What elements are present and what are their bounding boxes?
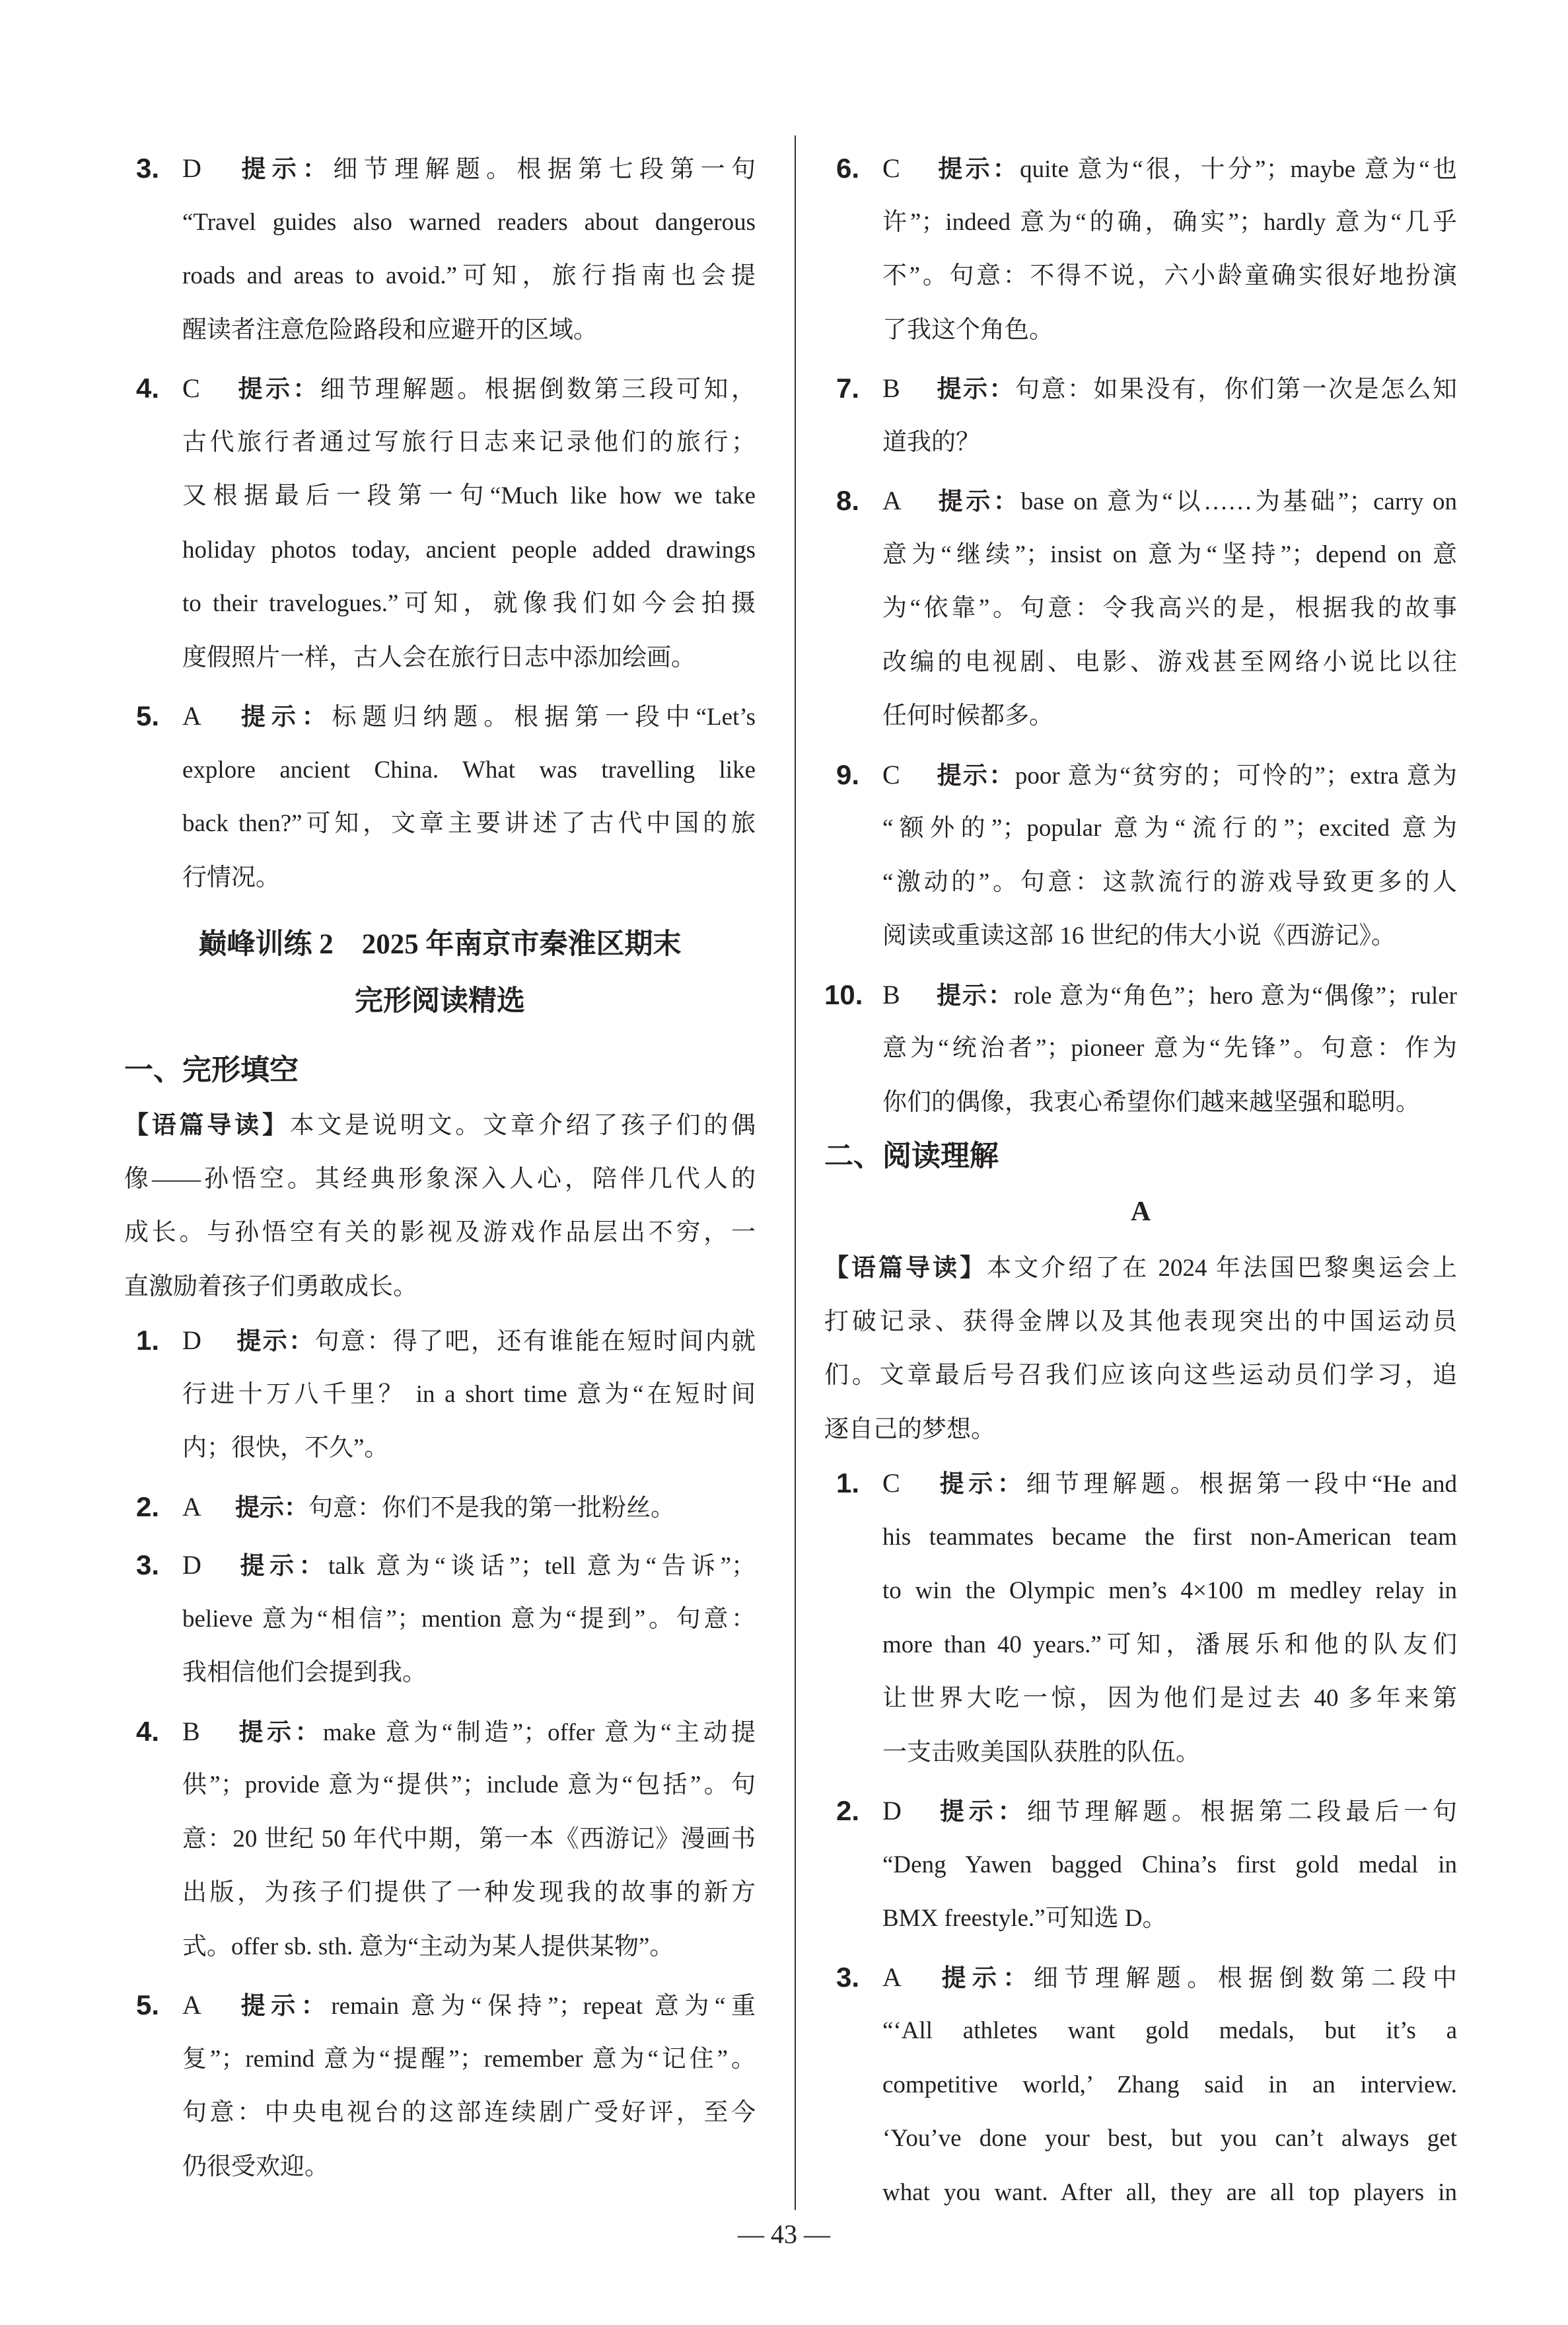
explanation-line bbox=[182, 797, 756, 851]
explanation-line bbox=[182, 577, 756, 631]
explanation-text: make 意为“制造”；offer 意为“主动提 bbox=[322, 1718, 756, 1746]
explanation-text: 了我这个角色。 bbox=[882, 316, 1053, 344]
answer-letter: C bbox=[182, 373, 200, 403]
question-number: 5. bbox=[136, 1989, 160, 2020]
explanation-text: 句意：你们不是我的第一批粉丝。 bbox=[308, 1494, 675, 1522]
answer-item bbox=[124, 1978, 756, 2194]
explanation-line bbox=[882, 1564, 1457, 1618]
explanation-line bbox=[182, 631, 756, 685]
explanation-text: 不”。句意：不得不说，六小龄童确实很好地扮演 bbox=[882, 262, 1457, 289]
explanation-line bbox=[882, 1784, 1457, 1838]
answer-item bbox=[124, 1313, 756, 1475]
question-number: 1. bbox=[136, 1325, 160, 1356]
explanation-line bbox=[882, 581, 1457, 636]
explanation-line bbox=[882, 1076, 1457, 1130]
explanation-text: 标题归纳题。根据第一段中“Let’s bbox=[332, 704, 756, 731]
explanation-text: 古代旅行者通过写旅行日志来记录他们的旅行； bbox=[182, 428, 756, 456]
explanation-line bbox=[182, 689, 756, 743]
hint-label: 提示： bbox=[935, 1798, 1027, 1825]
answer-item bbox=[824, 968, 1457, 1130]
question-number: 5. bbox=[136, 700, 160, 731]
explanation-line bbox=[882, 2058, 1457, 2112]
answer-letter: A bbox=[182, 1491, 201, 1522]
explanation-line bbox=[182, 851, 756, 905]
explanation-text: competitive world,’ Zhang said in an interview. bbox=[882, 2071, 1457, 2098]
explanation-line bbox=[182, 1758, 756, 1812]
hint-label: 提示： bbox=[235, 1493, 308, 1521]
question-number: 4. bbox=[136, 1715, 160, 1747]
explanation-line bbox=[882, 2166, 1457, 2220]
guide-line bbox=[824, 1403, 1457, 1457]
explanation-line bbox=[882, 303, 1457, 357]
explanation-text: 句意：如果没有，你们第一次是怎么知 bbox=[1015, 376, 1457, 403]
explanation-line bbox=[182, 743, 756, 797]
explanation-line bbox=[882, 636, 1457, 690]
explanation-line bbox=[182, 1538, 756, 1592]
explanation-line bbox=[182, 1920, 756, 1974]
explanation-text: 道我的？ bbox=[882, 428, 980, 456]
right-column bbox=[824, 141, 1457, 2219]
guide-label: 【语篇导读】 bbox=[824, 1254, 987, 1281]
explanation-text: “Deng Yawen bagged China’s first gold medal in bbox=[882, 1851, 1457, 1878]
explanation-line bbox=[882, 2004, 1457, 2058]
answer-item bbox=[824, 1784, 1457, 1946]
hint-label: 提示： bbox=[235, 1718, 323, 1746]
left-column bbox=[124, 141, 756, 2194]
explanation-text: 许”；indeed 意为“的确，确实”；hardly 意为“几乎 bbox=[882, 208, 1457, 236]
answer-item bbox=[824, 1950, 1457, 2220]
explanation-line bbox=[882, 141, 1457, 196]
question-number: 2. bbox=[136, 1491, 160, 1522]
explanation-text: ‘You’ve done your best, but you can’t always get bbox=[882, 2125, 1457, 2152]
hint-label: 提示： bbox=[935, 375, 1015, 402]
explanation-text: 出版，为孩子们提供了一种发现我的故事的新方 bbox=[182, 1879, 756, 1906]
answer-letter: A bbox=[882, 486, 902, 515]
explanation-text: 句意：得了吧，还有谁能在短时间内就 bbox=[314, 1328, 756, 1355]
question-number: 3. bbox=[136, 1549, 160, 1580]
explanation-text: what you want. After all, they are all top players in bbox=[882, 2178, 1457, 2206]
explanation-line bbox=[882, 856, 1457, 910]
explanation-line bbox=[182, 2140, 756, 2194]
answer-letter: D bbox=[882, 1796, 902, 1826]
section-heading-reading: 二、阅读理解 bbox=[824, 1140, 999, 1172]
explanation-text: 句意：中央电视台的这部连续剧广受好评，至今 bbox=[182, 2099, 756, 2126]
answer-item bbox=[124, 141, 756, 357]
guide-line bbox=[824, 1348, 1457, 1403]
answer-item bbox=[824, 361, 1457, 469]
explanation-text: 细节理解题。根据第二段最后一句 bbox=[1026, 1798, 1458, 1826]
answer-letter: D bbox=[182, 153, 201, 183]
explanation-line bbox=[882, 474, 1457, 528]
guide-text: 成长。与孙悟空有关的影视及游戏作品层出不穷，一 bbox=[124, 1219, 756, 1246]
explanation-line bbox=[182, 1866, 756, 1920]
answer-letter: B bbox=[882, 373, 900, 403]
explanation-line bbox=[182, 141, 756, 196]
answer-item bbox=[824, 748, 1457, 963]
question-number: 9. bbox=[836, 758, 860, 790]
explanation-line bbox=[182, 1812, 756, 1866]
guide-label: 【语篇导读】 bbox=[124, 1111, 290, 1138]
explanation-line bbox=[182, 1421, 756, 1475]
hint-label: 提示： bbox=[235, 375, 320, 402]
explanation-text: “Travel guides also warned readers about dangerous bbox=[182, 208, 756, 236]
explanation-text: 醒读者注意危险路段和应避开的区域。 bbox=[182, 316, 598, 344]
explanation-text: 复”；remind 意为“提醒”；remember 意为“记住”。 bbox=[182, 2045, 756, 2073]
explanation-text: quite 意为“很，十分”；maybe 意为“也 bbox=[1020, 156, 1457, 183]
explanation-text: 你们的偶像，我衷心希望你们越来越坚强和聪明。 bbox=[882, 1088, 1420, 1116]
guide-text: 直激励着孩子们勇敢成长。 bbox=[124, 1273, 417, 1300]
passage-guide bbox=[824, 1241, 1457, 1456]
explanation-text: more than 40 years.”可知，潘展乐和他的队友们 bbox=[882, 1631, 1457, 1658]
explanation-text: 又根据最后一段第一句“Much like how we take bbox=[182, 482, 756, 509]
guide-text: 们。文章最后号召我们应该向这些运动员们学习，追 bbox=[824, 1362, 1457, 1389]
explanation-line bbox=[882, 801, 1457, 856]
explanation-line bbox=[182, 1705, 756, 1759]
explanation-text: BMX freestyle.”可知选 D。 bbox=[882, 1905, 1167, 1932]
explanation-line bbox=[182, 523, 756, 577]
answer-item bbox=[124, 1705, 756, 1974]
explanation-line bbox=[882, 968, 1457, 1022]
answer-letter: C bbox=[882, 759, 900, 790]
hint-label: 提示： bbox=[935, 761, 1015, 789]
hint-label: 提示： bbox=[935, 1470, 1026, 1497]
explanation-line bbox=[882, 748, 1457, 802]
explanation-text: 意：20 世纪 50 年代中期，第一本《西游记》漫画书 bbox=[182, 1825, 756, 1853]
guide-line bbox=[124, 1260, 756, 1314]
explanation-text: role 意为“角色”；hero 意为“偶像”；ruler bbox=[1013, 982, 1457, 1010]
hint-label: 提示： bbox=[935, 155, 1020, 182]
section-title-line-1: 巅峰训练 2 2025 年南京市秦淮区期末 bbox=[198, 929, 682, 960]
explanation-text: 一支击败美国队获胜的队伍。 bbox=[882, 1738, 1200, 1766]
explanation-text: poor 意为“贫穷的；可怜的”；extra 意为 bbox=[1015, 762, 1457, 790]
section-heading-cloze: 一、完形填空 bbox=[124, 1054, 299, 1086]
explanation-text: talk 意为“谈话”；tell 意为“告诉”； bbox=[328, 1553, 756, 1580]
explanation-text: 细节理解题。根据倒数第三段可知， bbox=[320, 376, 756, 403]
explanation-text: to their travelogues.”可知，就像我们如今会拍摄 bbox=[182, 590, 756, 617]
answer-letter: C bbox=[882, 1468, 900, 1498]
explanation-text: to win the Olympic men’s 4×100 m medley relay in bbox=[882, 1577, 1457, 1604]
explanation-text: 行进十万八千里？ in a short time 意为“在短时间 bbox=[182, 1380, 756, 1408]
explanation-line bbox=[182, 1368, 756, 1422]
explanation-text: “额外的”；popular 意为“流行的”；excited 意为 bbox=[882, 815, 1457, 842]
guide-line bbox=[824, 1295, 1457, 1349]
answer-item bbox=[824, 1456, 1457, 1779]
guide-text: 像——孙悟空。其经典形象深入人心，陪伴几代人的 bbox=[124, 1165, 756, 1193]
explanation-text: 式。offer sb. sth. 意为“主动为某人提供某物”。 bbox=[182, 1933, 674, 1960]
explanation-line bbox=[882, 1510, 1457, 1565]
question-number: 3. bbox=[136, 153, 160, 184]
section-title-line-2: 完形阅读精选 bbox=[355, 986, 525, 1017]
hint-label: 提示： bbox=[235, 1992, 332, 2019]
explanation-text: 行情况。 bbox=[182, 864, 280, 891]
hint-label: 提示： bbox=[235, 1327, 315, 1354]
explanation-line bbox=[882, 1726, 1457, 1780]
explanation-text: 细节理解题。根据倒数第二段中 bbox=[1033, 1964, 1458, 1992]
explanation-text: 任何时候都多。 bbox=[882, 702, 1053, 729]
question-number: 1. bbox=[836, 1467, 860, 1498]
answer-item bbox=[124, 1538, 756, 1700]
guide-text: 本文介绍了在 2024 年法国巴黎奥运会上 bbox=[987, 1255, 1458, 1282]
answer-item bbox=[824, 141, 1457, 357]
answer-letter: C bbox=[882, 153, 900, 183]
answer-item bbox=[824, 474, 1457, 743]
explanation-text: 为“依靠”。句意：令我高兴的是，根据我的故事 bbox=[882, 595, 1457, 622]
explanation-text: 让世界大吃一惊，因为他们是过去 40 多年来第 bbox=[882, 1685, 1457, 1712]
explanation-line bbox=[882, 1950, 1457, 2005]
answer-letter: B bbox=[882, 979, 900, 1010]
hint-label: 提示： bbox=[235, 703, 332, 730]
explanation-text: 内；很快，不久”。 bbox=[182, 1434, 389, 1461]
explanation-text: 改编的电视剧、电影、游戏甚至网络小说比以往 bbox=[882, 648, 1457, 676]
explanation-text: “‘All athletes want gold medals, but it’s a bbox=[882, 2017, 1457, 2044]
explanation-line bbox=[182, 416, 756, 470]
explanation-line bbox=[182, 361, 756, 416]
explanation-text: remain 意为“保持”；repeat 意为“重 bbox=[331, 1993, 756, 2020]
explanation-line bbox=[882, 249, 1457, 303]
answer-letter: B bbox=[182, 1716, 200, 1746]
guide-text: 本文是说明文。文章介绍了孩子们的偶 bbox=[289, 1112, 756, 1139]
answer-letter: D bbox=[182, 1550, 201, 1580]
question-number: 8. bbox=[836, 485, 860, 516]
explanation-line bbox=[882, 909, 1457, 963]
answer-item bbox=[124, 689, 756, 904]
hint-label: 提示： bbox=[235, 1552, 329, 1579]
question-number: 6. bbox=[836, 153, 860, 184]
answer-letter: A bbox=[882, 1962, 902, 1992]
question-number: 10. bbox=[824, 978, 863, 1010]
explanation-text: 仍很受欢迎。 bbox=[182, 2153, 329, 2180]
answer-item bbox=[124, 361, 756, 684]
question-number: 2. bbox=[836, 1795, 860, 1826]
explanation-text: 我相信他们会提到我。 bbox=[182, 1659, 427, 1686]
explanation-line bbox=[182, 2032, 756, 2086]
explanation-line bbox=[882, 1672, 1457, 1726]
answer-list-reading bbox=[824, 1456, 1457, 2219]
explanation-text: 度假照片一样，古人会在旅行日志中添加绘画。 bbox=[182, 644, 695, 671]
answer-list-cloze-cont bbox=[824, 141, 1457, 1129]
explanation-line bbox=[182, 303, 756, 357]
hint-label: 提示： bbox=[235, 155, 334, 182]
explanation-line bbox=[882, 196, 1457, 250]
answer-letter: A bbox=[182, 701, 201, 731]
guide-line bbox=[124, 1098, 756, 1152]
explanation-line bbox=[182, 1313, 756, 1368]
page-number: — 43 — bbox=[738, 2219, 830, 2249]
explanation-text: 意为“统治者”；pioneer 意为“先锋”。句意：作为 bbox=[882, 1035, 1457, 1062]
explanation-text: his teammates became the first non-American team bbox=[882, 1523, 1457, 1551]
explanation-line bbox=[882, 528, 1457, 582]
answer-letter: D bbox=[182, 1325, 201, 1355]
passage-label-a: A bbox=[1130, 1197, 1151, 1227]
guide-text: 逐自己的梦想。 bbox=[824, 1415, 995, 1443]
guide-line bbox=[124, 1206, 756, 1260]
explanation-line bbox=[182, 1592, 756, 1646]
guide-text: 打破记录、获得金牌以及其他表现突出的中国运动员 bbox=[824, 1308, 1457, 1335]
hint-label: 提示： bbox=[935, 981, 1014, 1009]
guide-line bbox=[824, 1241, 1457, 1295]
explanation-line bbox=[882, 1456, 1457, 1510]
explanation-line bbox=[882, 689, 1457, 743]
explanation-line bbox=[182, 1978, 756, 2032]
explanation-text: 供”；provide 意为“提供”；include 意为“包括”。句 bbox=[182, 1771, 756, 1798]
answer-item bbox=[124, 1480, 756, 1534]
explanation-text: base on 意为“以……为基础”；carry on bbox=[1020, 488, 1458, 515]
question-number: 7. bbox=[836, 373, 860, 404]
answer-letter: A bbox=[182, 1990, 201, 2020]
explanation-text: 细节理解题。根据第七段第一句 bbox=[333, 156, 756, 183]
explanation-line bbox=[882, 2112, 1457, 2166]
explanation-line bbox=[882, 1838, 1457, 1892]
explanation-line bbox=[182, 1646, 756, 1700]
explanation-text: “激动的”。句意：这款流行的游戏导致更多的人 bbox=[882, 868, 1457, 896]
explanation-text: holiday photos today, ancient people added drawings bbox=[182, 536, 756, 564]
explanation-text: roads and areas to avoid.”可知，旅行指南也会提 bbox=[182, 262, 756, 289]
explanation-line bbox=[182, 469, 756, 523]
question-number: 4. bbox=[136, 373, 160, 404]
explanation-line bbox=[882, 1021, 1457, 1076]
explanation-text: 细节理解题。根据第一段中“He and bbox=[1026, 1471, 1457, 1498]
explanation-line bbox=[882, 1892, 1457, 1946]
explanation-text: believe 意为“相信”；mention 意为“提到”。句意： bbox=[182, 1605, 756, 1633]
answer-list-cloze bbox=[124, 1313, 756, 2194]
column-divider bbox=[795, 135, 796, 2210]
explanation-line bbox=[182, 249, 756, 303]
explanation-text: back then?”可知，文章主要讲述了古代中国的旅 bbox=[182, 810, 756, 837]
hint-label: 提示： bbox=[935, 1964, 1034, 1991]
explanation-line bbox=[182, 2086, 756, 2140]
passage-guide bbox=[124, 1098, 756, 1313]
answer-list-top bbox=[124, 141, 756, 904]
hint-label: 提示： bbox=[935, 488, 1021, 515]
question-number: 3. bbox=[836, 1961, 860, 1993]
explanation-line bbox=[182, 196, 756, 250]
guide-line bbox=[124, 1152, 756, 1206]
explanation-line bbox=[182, 1480, 756, 1534]
explanation-text: 阅读或重读这部 16 世纪的伟大小说《西游记》。 bbox=[882, 922, 1396, 949]
explanation-text: 意为“继续”；insist on 意为“坚持”；depend on 意 bbox=[882, 540, 1457, 568]
explanation-line bbox=[882, 416, 1457, 470]
explanation-line bbox=[882, 361, 1457, 416]
explanation-text: explore ancient China. What was travelling like bbox=[182, 756, 756, 784]
explanation-line bbox=[882, 1618, 1457, 1672]
